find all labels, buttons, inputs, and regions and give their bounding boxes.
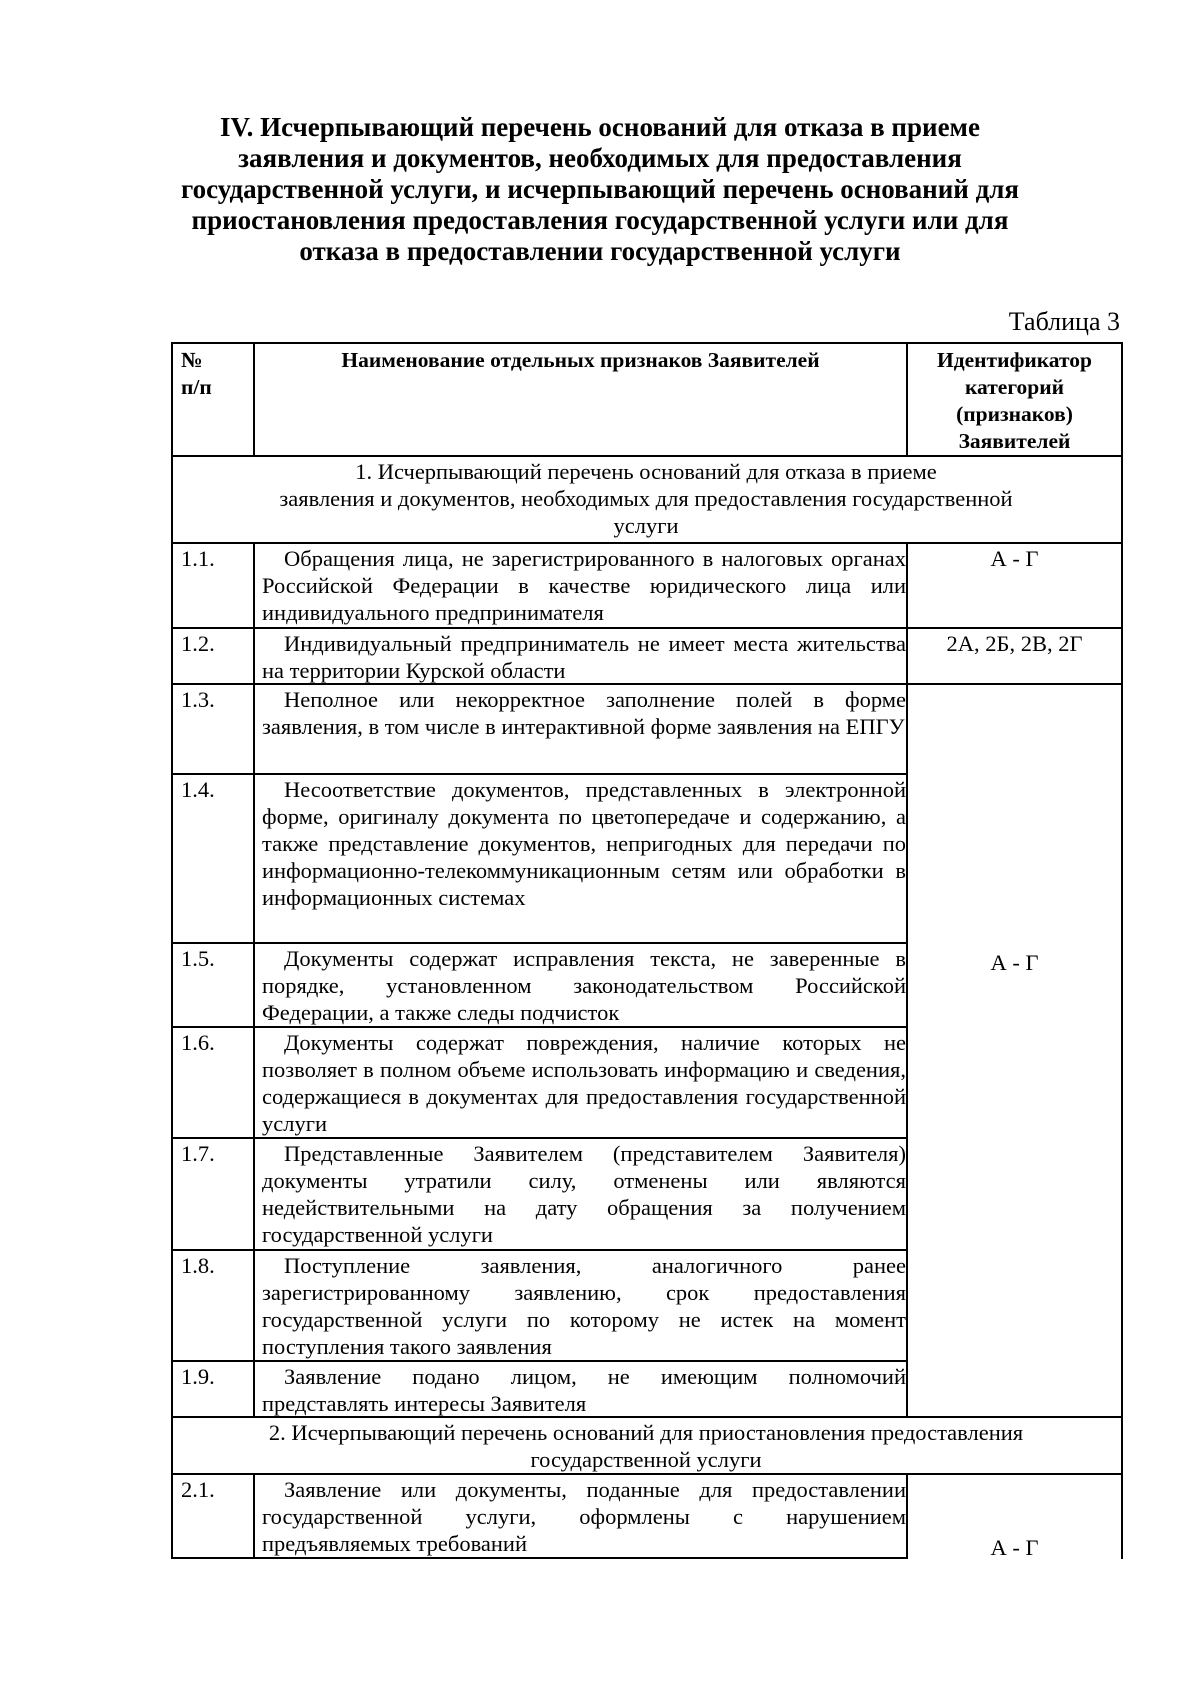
- row-text-content: Обращения лица, не зарегистрированного в налоговых органах Российской Федерации в качестве юридического лица или индивидуального предпринимателя: [262, 546, 906, 625]
- row-divider: [171, 1473, 1123, 1475]
- row-divider: [171, 773, 908, 775]
- row-divider: [171, 942, 908, 944]
- row-num: 1.8.: [181, 1253, 215, 1278]
- row-divider: [171, 1026, 908, 1028]
- row-text: [262, 945, 906, 1026]
- section-line: 2. Исчерпывающий перечень оснований для приостановления предоставления: [268, 1420, 1024, 1445]
- row-text-content: Документы содержат исправления текста, не заверенные в порядке, установленном законодательством Российской Федерации, а также следы подчисток: [262, 946, 906, 1025]
- row-num: 2.1.: [181, 1477, 215, 1502]
- section-line: 1. Исчерпывающий перечень оснований для отказа в приеме: [355, 459, 937, 484]
- row-num: 1.1.: [181, 546, 215, 571]
- merged-row-id: А - Г: [990, 950, 1039, 975]
- header-num: № п/п: [181, 348, 212, 399]
- row-num: 1.6.: [181, 1030, 215, 1055]
- header-name: Наименование отдельных признаков Заявителей: [341, 348, 820, 372]
- row-text-content: Неполное или некорректное заполнение полей в форме заявления, в том числе в интерактивной форме заявления на ЕПГУ: [262, 687, 906, 739]
- table-border-bottom: [171, 1557, 908, 1559]
- row-text-content: Заявление подано лицом, не имеющим полномочий представлять интересы Заявителя: [262, 1364, 906, 1416]
- row-id: А - Г: [990, 1535, 1039, 1560]
- row-text: [262, 1029, 906, 1137]
- heading-line: приостановления предоставления государственной услуги или для: [191, 205, 1009, 235]
- row-divider: [171, 1360, 908, 1362]
- column-divider: [253, 1473, 255, 1559]
- row-num: 1.9.: [181, 1364, 215, 1389]
- row-num: 1.4.: [181, 777, 215, 802]
- row-text: [262, 1140, 906, 1248]
- heading-line: государственной услуги, и исчерпывающий перечень оснований для: [180, 174, 1020, 204]
- row-divider: [171, 455, 1123, 457]
- row-divider: [171, 1249, 908, 1251]
- section-heading: [170, 112, 1030, 267]
- row-divider: [171, 1137, 908, 1139]
- row-text: [262, 1363, 906, 1417]
- row-text: [262, 776, 906, 911]
- row-text: [262, 1476, 906, 1557]
- row-text: [262, 1252, 906, 1360]
- section-line: государственной услуги: [530, 1447, 762, 1472]
- row-divider: [171, 542, 1123, 544]
- table-border-top: [171, 342, 1123, 344]
- row-divider: [171, 627, 1123, 629]
- column-divider: [253, 542, 255, 1418]
- table-label: Таблица 3: [1008, 307, 1120, 336]
- row-num: 1.7.: [181, 1141, 215, 1166]
- row-id: А - Г: [990, 546, 1039, 571]
- row-text-content: Представленные Заявителем (представителем Заявителя) документы утратили силу, отменены или являются недействительными на дату обращения за получением государственной услуги: [262, 1141, 906, 1247]
- row-text: [262, 630, 906, 684]
- section-2-title: [171, 1419, 1121, 1473]
- row-id: 2А, 2Б, 2В, 2Г: [946, 631, 1083, 656]
- heading-line: отказа в предоставлении государственной услуги: [299, 236, 901, 266]
- row-text-content: Заявление или документы, поданные для предоставлении государственной услуги, оформлены с нарушением предъявляемых требований: [262, 1477, 906, 1556]
- row-num: 1.5.: [181, 946, 215, 971]
- section-line: услуги: [613, 513, 679, 538]
- section-1-title: [171, 458, 1121, 539]
- header-id: Идентификатор категорий (признаков) Заявителей: [937, 348, 1092, 453]
- row-text: [262, 545, 906, 626]
- row-text: [262, 686, 906, 740]
- row-text-content: Несоответствие документов, представленных в электронной форме, оригиналу документа по цветопередаче и содержанию, а также представление документов, непригодных для передачи по информационно-телекоммуникационным сетям или обработки в информационных системах: [262, 777, 906, 910]
- row-num: 1.2.: [181, 631, 215, 656]
- table-border-right: [1121, 342, 1123, 1559]
- heading-line: заявления и документов, необходимых для предоставления: [238, 143, 962, 173]
- row-num: 1.3.: [181, 687, 215, 712]
- row-text-content: Индивидуальный предприниматель не имеет места жительства на территории Курской области: [262, 631, 906, 683]
- column-divider: [906, 542, 908, 1418]
- heading-line: IV. Исчерпывающий перечень оснований для отказа в приеме: [220, 112, 980, 142]
- section-line: заявления и документов, необходимых для предоставления государственной: [279, 486, 1013, 511]
- row-text-content: Поступление заявления, аналогичного ранее зарегистрированному заявлению, срок предоставления государственной услуги по которому не истек на момент поступления такого заявления: [262, 1253, 906, 1359]
- row-text-content: Документы содержат повреждения, наличие которых не позволяет в полном объеме использовать информацию и сведения, содержащиеся в документах для предоставления государственной услуги: [262, 1030, 906, 1136]
